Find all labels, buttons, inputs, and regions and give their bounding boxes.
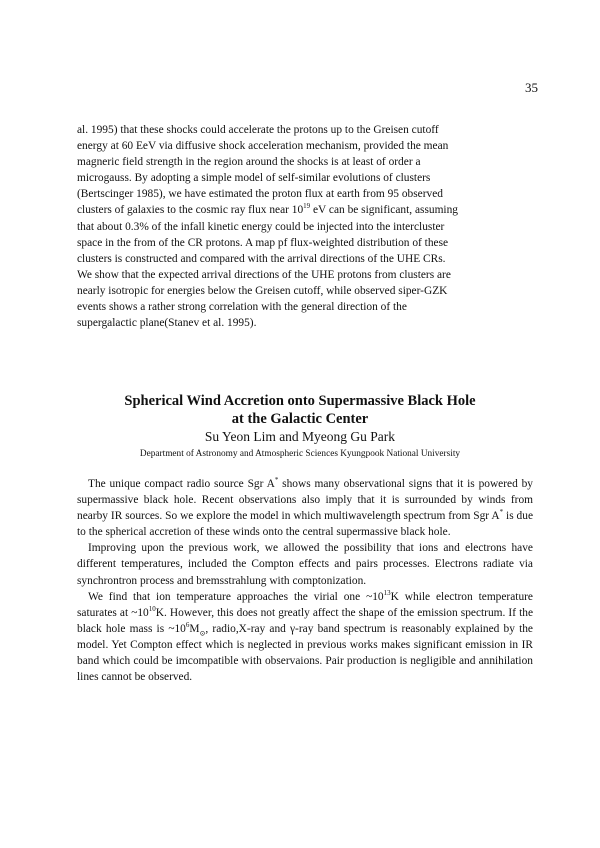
text-line: events shows a rather strong correlation with the general direction of the <box>77 301 407 314</box>
text-line: electrons have different temperatures, included the Compton effects and pairs <box>77 542 533 571</box>
text-line: magneric field strength in the region around the shocks is at least of order a <box>77 156 421 169</box>
abstract-paragraph-2 <box>77 540 533 588</box>
abstract-paragraph-3 <box>77 589 533 686</box>
text-line: We show that the expected arrival directions of the UHE protons from clusters are <box>77 268 451 281</box>
text-line: comptonization. <box>292 574 367 587</box>
text-line: (Bertscinger 1985), we have estimated the proton flux at earth from 95 observed <box>77 188 443 201</box>
text-line: space in the from of the CR protons. A map pf flux-weighted distribution of these <box>77 236 449 249</box>
paper-title-line-1: Spherical Wind Accretion onto Supermassive Black Hole <box>124 393 476 409</box>
text-line: energy at 60 EeV via diffusive shock acceleration mechanism, provided the mean <box>77 140 449 153</box>
text-line: al. 1995) that these shocks could accelerate the protons up to the Greisen cutoff <box>77 124 439 136</box>
text-line: cannot be observed. <box>101 671 193 684</box>
text-line: processes. Electrons radiate via synchrontron process and bremsstrahlung with <box>77 558 533 587</box>
text-line: surrounded by winds from nearby IR sources. So we explore the model in which <box>77 494 533 523</box>
text-line: band spectrum is reasonably explained by the model. Yet Compton effect which is <box>77 622 533 651</box>
text-line: We find that ion temperature approaches the virial one $\sim 10^{13}K$ while electron <box>88 588 473 603</box>
text-line: The unique compact radio source Sgr A* shows many observational signs that it <box>88 476 464 490</box>
text-line: supergalactic plane(Stanev et al. 1995). <box>77 317 257 330</box>
text-line: the emission spectrum. If the black hole mass is $\sim 10^6M_⊙$, radio,X-ray and γ-ray <box>77 606 533 638</box>
text-line: imcompatible with observaions. Pair production is negligible and annihilation lines <box>77 655 533 684</box>
text-line: that about 0.3% of the infall kinetic energy could be injected into the intercluster <box>77 220 445 233</box>
text-line: is powered by supermassive black hole. Recent observations also imply that it is <box>77 478 534 507</box>
paper-authors: Su Yeon Lim and Myeong Gu Park <box>204 429 396 444</box>
text-line: winds onto the central supermassive black hole. <box>232 526 451 539</box>
abstract-paragraph-1 <box>77 476 533 540</box>
paper-title-line-2: at the Galactic Center <box>231 411 369 427</box>
text-line: microgauss. By adopting a simple model of self-similar evolutions of clusters <box>77 172 431 185</box>
page-number: 35 <box>525 80 538 95</box>
text-line: nearly isotropic for energies below the Greisen cutoff, while observed siper-GZK <box>77 284 448 297</box>
text-line: clusters is constructed and compared with the arrival directions of the UHE CRs. <box>77 252 446 265</box>
text-line: multiwavelength spectrum from Sgr A* is due to the spherical accretion of these <box>77 508 533 539</box>
paper-abstract <box>77 476 533 685</box>
text-line: clusters of galaxies to the cosmic ray flux near $10^{19}$ eV can be significant, assuming <box>77 202 458 217</box>
text-line: neglected in previous works makes significant emission in IR band which could be <box>77 638 533 668</box>
previous-abstract-continuation <box>77 122 533 331</box>
paper-affiliation: Department of Astronomy and Atmospheric Sciences Kyungpook National University <box>139 449 461 459</box>
text-line: Improving upon the previous work, we allowed the possibility that ions and <box>88 542 460 555</box>
text-line: temperature saturates at $\sim 10^{10}K$. However, this does not greatly affect the shape of <box>77 590 533 619</box>
